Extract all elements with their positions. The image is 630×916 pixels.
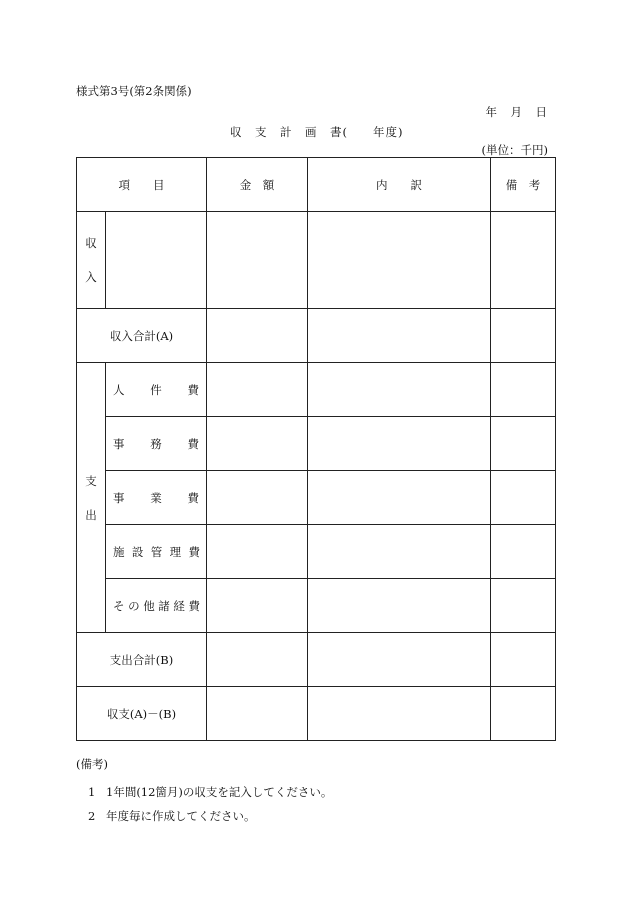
expense-total-label: 支出合計(B) — [77, 633, 207, 687]
remark-note-number: 2 — [88, 809, 96, 823]
income-label-char: 入 — [85, 270, 97, 284]
header-item: 項 目 — [77, 158, 207, 212]
unit-note: (単位：千円) — [481, 143, 548, 157]
header-breakdown: 内 訳 — [308, 158, 491, 212]
expense-total-remarks-cell[interactable] — [491, 633, 556, 687]
income-breakdown-cell[interactable] — [308, 212, 491, 309]
expense-breakdown-cell[interactable] — [308, 363, 491, 417]
expense-breakdown-cell[interactable] — [308, 579, 491, 633]
expense-row-facility — [77, 525, 556, 579]
expense-remarks-cell[interactable] — [491, 417, 556, 471]
expense-remarks-cell[interactable] — [491, 363, 556, 417]
expense-row-personnel — [77, 363, 556, 417]
remark-note — [88, 808, 256, 824]
form-number: 様式第3号(第2条関係) — [76, 84, 192, 98]
remark-note-number: 1 — [88, 785, 96, 799]
expense-item-personnel: 人 件 費 — [106, 363, 207, 417]
expense-item-misc: そ の 他 諸 経 費 — [106, 579, 207, 633]
income-total-breakdown-cell[interactable] — [308, 309, 491, 363]
income-total-amount-cell[interactable] — [207, 309, 308, 363]
expense-amount-cell[interactable] — [207, 471, 308, 525]
income-total-row — [77, 309, 556, 363]
income-remarks-cell[interactable] — [491, 212, 556, 309]
expense-amount-cell[interactable] — [207, 525, 308, 579]
expense-item-office: 事 務 費 — [106, 417, 207, 471]
header-amount: 金 額 — [207, 158, 308, 212]
expense-remarks-cell[interactable] — [491, 525, 556, 579]
balance-amount-cell[interactable] — [207, 687, 308, 741]
income-label-char: 収 — [85, 236, 97, 250]
document-title: 収 支 計 画 書( 年度) — [230, 125, 404, 139]
expense-total-amount-cell[interactable] — [207, 633, 308, 687]
balance-row — [77, 687, 556, 741]
remarks-label: (備考) — [76, 757, 108, 771]
expense-amount-cell[interactable] — [207, 363, 308, 417]
income-total-remarks-cell[interactable] — [491, 309, 556, 363]
budget-table — [76, 157, 556, 741]
balance-remarks-cell[interactable] — [491, 687, 556, 741]
remark-note-text: 年度毎に作成してください。 — [106, 809, 256, 823]
income-item-cell[interactable] — [106, 212, 207, 309]
table-header-row — [77, 158, 556, 212]
balance-breakdown-cell[interactable] — [308, 687, 491, 741]
income-label-cell — [77, 212, 106, 309]
income-total-label: 収入合計(A) — [77, 309, 207, 363]
expense-total-breakdown-cell[interactable] — [308, 633, 491, 687]
income-amount-cell[interactable] — [207, 212, 308, 309]
expense-label-char: 出 — [85, 507, 97, 522]
expense-breakdown-cell[interactable] — [308, 417, 491, 471]
expense-label-cell — [77, 363, 106, 633]
remark-note-text: 1年間(12箇月)の収支を記入してください。 — [106, 785, 333, 799]
balance-label: 収支(A)－(B) — [77, 687, 207, 741]
expense-label-char: 支 — [85, 473, 97, 488]
expense-item-project: 事 業 費 — [106, 471, 207, 525]
expense-breakdown-cell[interactable] — [308, 471, 491, 525]
expense-row-misc — [77, 579, 556, 633]
expense-remarks-cell[interactable] — [491, 579, 556, 633]
expense-amount-cell[interactable] — [207, 417, 308, 471]
expense-row-office — [77, 417, 556, 471]
income-row — [77, 212, 556, 309]
expense-row-project — [77, 471, 556, 525]
remark-note — [88, 784, 332, 800]
expense-total-row — [77, 633, 556, 687]
date-line: 年 月 日 — [485, 105, 548, 119]
expense-breakdown-cell[interactable] — [308, 525, 491, 579]
expense-remarks-cell[interactable] — [491, 471, 556, 525]
expense-amount-cell[interactable] — [207, 579, 308, 633]
header-remarks: 備 考 — [491, 158, 556, 212]
expense-item-facility: 施 設 管 理 費 — [106, 525, 207, 579]
